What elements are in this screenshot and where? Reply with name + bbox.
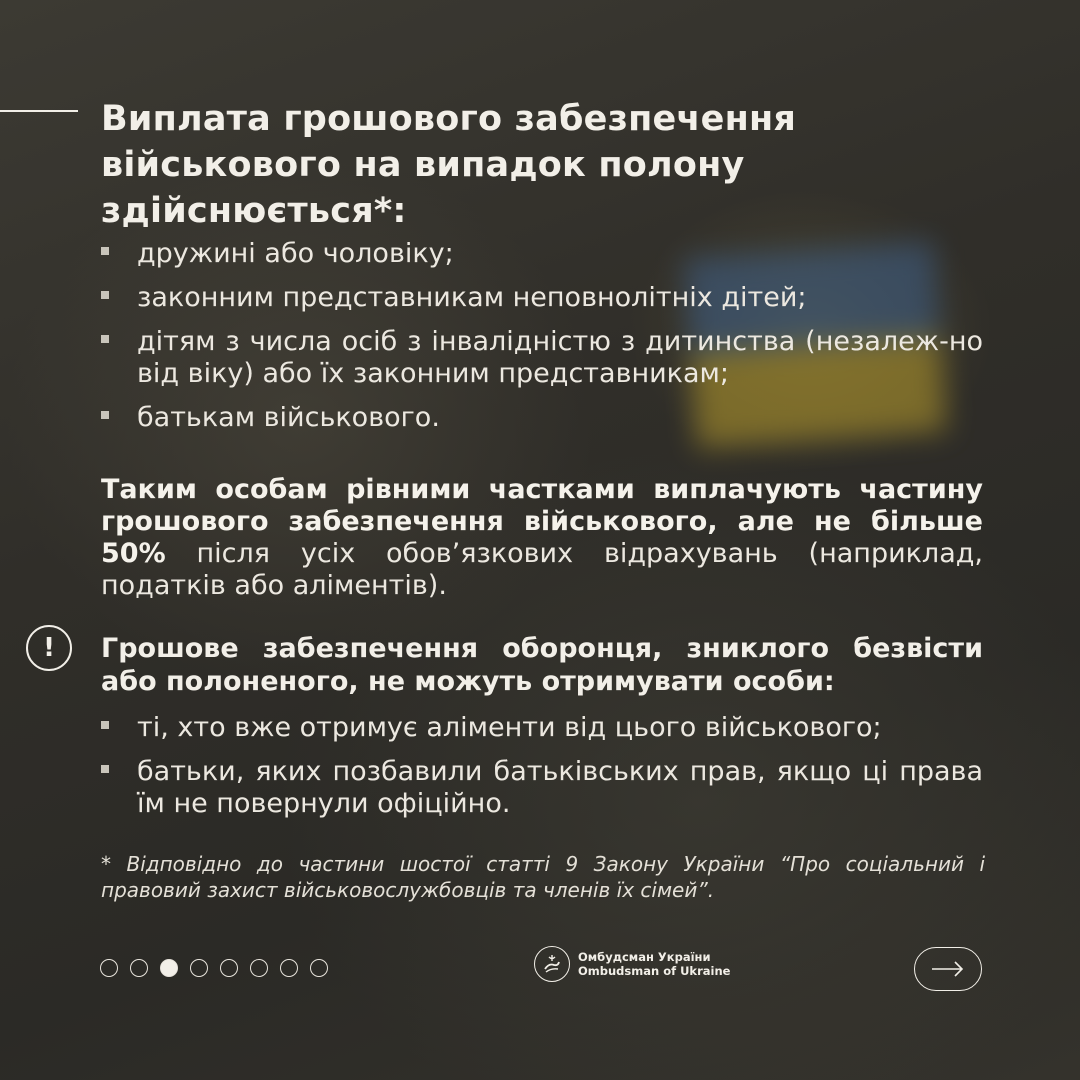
decorative-line [0,110,78,112]
bullet-icon [101,335,109,343]
bullet-icon [101,721,109,729]
bullet-icon [101,765,109,773]
share-regular-text: після усіх обов’язкових відрахувань (наприклад, податків або аліментів). [101,538,983,601]
next-button[interactable] [914,947,982,991]
bullet-icon [101,291,109,299]
arrow-right-icon [931,961,965,977]
pagination-dot[interactable] [220,959,238,977]
recipients-list [101,238,983,446]
pagination-dot[interactable] [310,959,328,977]
share-bold-text: Таким особам рівними частками виплачують частину грошового забезпечення військового, але не більше 50% [101,474,983,569]
list-item: батькам військового. [101,402,983,434]
logo-line1: Омбудсман України [578,950,711,964]
pagination-dot[interactable] [130,959,148,977]
pagination-dot[interactable] [190,959,208,977]
warning-heading: Грошове забезпечення оборонця, зниклого безвісти або полоненого, не можуть отримувати особи: [101,633,983,697]
ombudsman-logo [534,946,730,982]
bullet-icon [101,411,109,419]
list-item: дружині або чоловіку; [101,238,983,270]
list-item: ті, хто вже отримує аліменти від цього військового; [101,712,983,744]
list-item: законним представникам неповнолітніх дітей; [101,282,983,314]
bullet-icon [101,247,109,255]
list-item: дітям з числа осіб з інвалідністю з дитинства (незалеж-но від віку) або їх законним представникам; [101,326,983,390]
pagination-dots [100,959,328,977]
share-paragraph [101,474,983,602]
list-item: батьки, яких позбавили батьківських прав, якщо ці права їм не повернули офіційно. [101,756,983,820]
pagination-dot[interactable] [250,959,268,977]
footnote: * Відповідно до частини шостої статті 9 Закону України “Про соціальний і правовий захист військовослужбовців та членів їх сімей”. [101,852,985,902]
pagination-dot[interactable] [280,959,298,977]
excluded-list [101,712,983,832]
exclamation-circle-icon: ! [26,625,72,671]
pagination-dot[interactable] [160,959,178,977]
ombudsman-logo-icon [534,946,570,982]
page-title: Виплата грошового забезпечення військового на випадок полону здійснюється*: [101,99,797,231]
pagination-dot[interactable] [100,959,118,977]
logo-line2: Ombudsman of Ukraine [578,964,731,978]
